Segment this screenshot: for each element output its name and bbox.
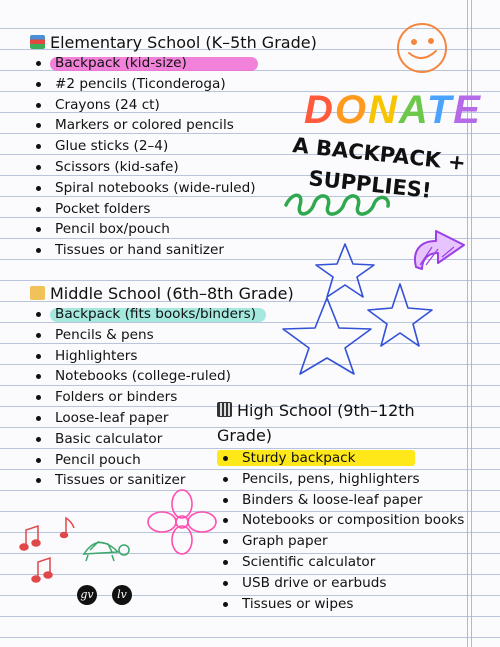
donate-letter: T [426, 88, 454, 132]
elementary-title: Elementary School (K–5th Grade) [30, 32, 317, 53]
high-list [217, 448, 464, 614]
list-item: Tissues or hand sanitizer [30, 240, 317, 261]
list-item: Pocket folders [30, 199, 317, 220]
lv-logo: lv [112, 585, 132, 605]
elementary-section [30, 32, 317, 261]
middle-title: Middle School (6th–8th Grade) [30, 283, 294, 304]
list-item: Notebooks (college-ruled) [30, 366, 294, 387]
list-item: Pencils & pens [30, 325, 294, 346]
notebook-icon [217, 402, 232, 417]
donate-letter: D [304, 88, 335, 132]
list-item: Highlighters [30, 346, 294, 367]
list-item: Basic calculator [30, 429, 294, 450]
folder-icon [30, 286, 45, 300]
list-item: Pencil pouch [30, 450, 294, 471]
list-item: Markers or colored pencils [30, 115, 317, 136]
list-item: Crayons (24 ct) [30, 95, 317, 116]
list-item: Binders & loose-leaf paper [217, 490, 464, 511]
list-item: USB drive or earbuds [217, 573, 464, 594]
list-item: Scissors (kid-safe) [30, 157, 317, 178]
list-item: Graph paper [217, 531, 464, 552]
list-item: Loose-leaf paper [30, 408, 294, 429]
high-title: High School (9th–12th Grade) [217, 401, 415, 445]
margin-line [471, 0, 472, 647]
list-item: Scientific calculator [217, 552, 464, 573]
list-item: Tissues or sanitizer [30, 470, 294, 491]
list-item: Spiral notebooks (wide-ruled) [30, 178, 317, 199]
donate-letter: O [334, 88, 369, 132]
donate-letter: A [398, 88, 427, 132]
list-item: Folders or binders [30, 387, 294, 408]
high-section [217, 398, 464, 614]
list-item: Tissues or wipes [217, 594, 464, 615]
list-item: Backpack (kid-size) [30, 53, 317, 74]
list-item: Backpack (fits books/binders) [30, 304, 294, 325]
list-item: Notebooks or composition books [217, 510, 464, 531]
margin-line [467, 0, 468, 647]
list-item: #2 pencils (Ticonderoga) [30, 74, 317, 95]
donate-letter: E [453, 88, 482, 132]
gv-logo: gv [77, 585, 97, 605]
books-icon [30, 35, 45, 49]
donate-letter: N [368, 88, 399, 132]
list-item: Glue sticks (2–4) [30, 136, 317, 157]
list-item: Sturdy backpack [217, 448, 464, 469]
list-item: Pencils, pens, highlighters [217, 469, 464, 490]
donate-line2: A BACKPACK + [291, 133, 467, 176]
elementary-list [30, 53, 317, 261]
donate-line3: SUPPLIES! [307, 166, 433, 203]
list-item: Pencil box/pouch [30, 219, 317, 240]
